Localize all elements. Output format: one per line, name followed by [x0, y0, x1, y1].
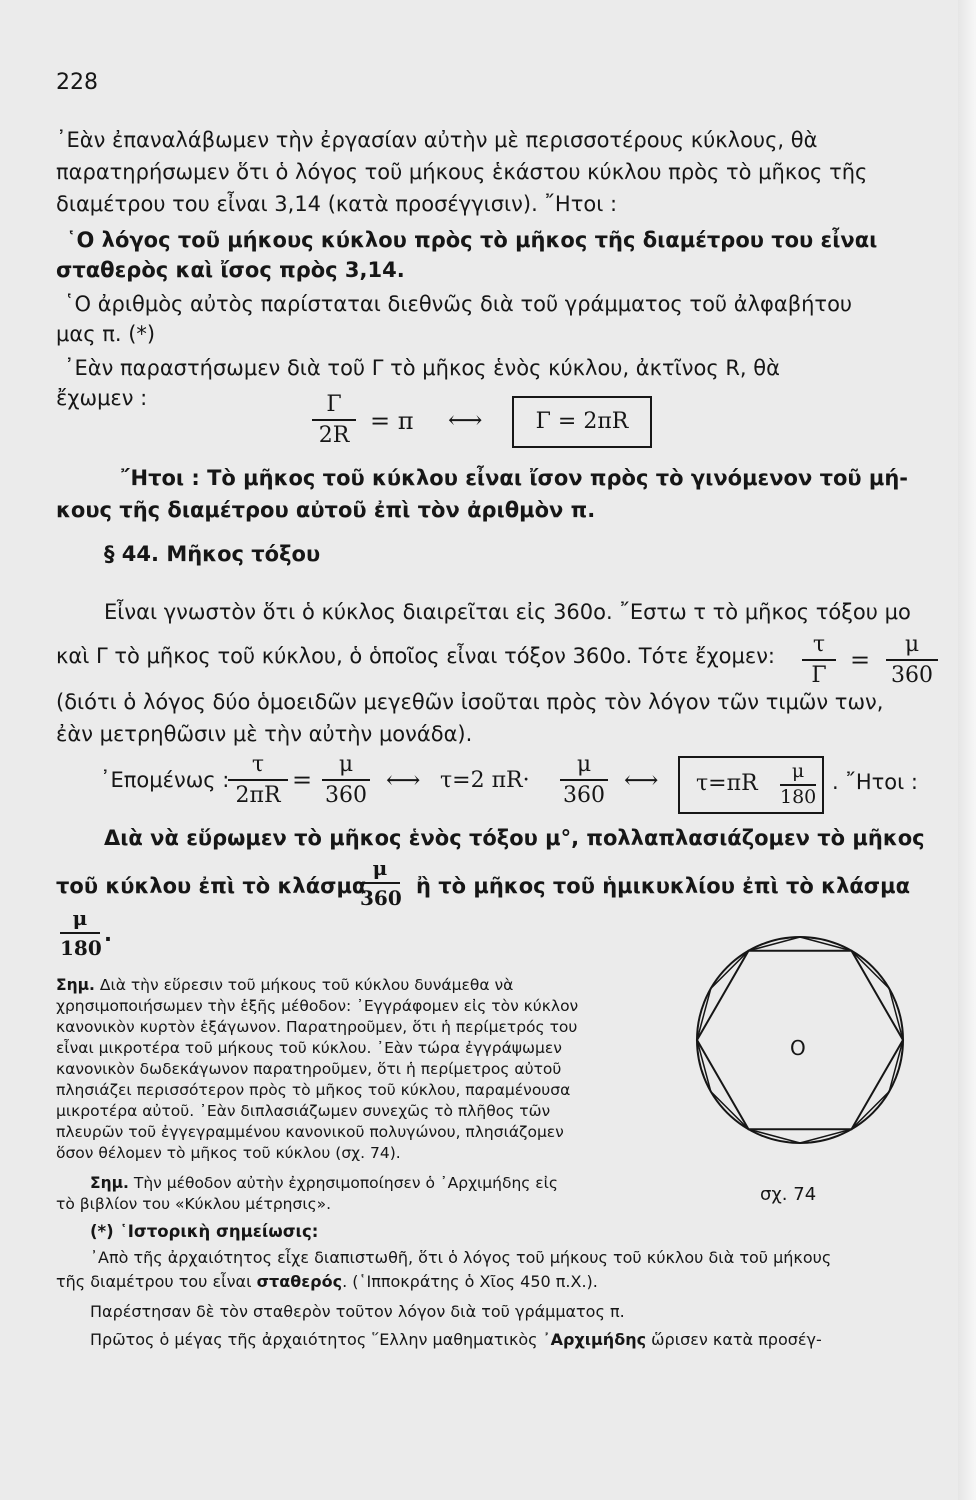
- boxed-expression: τ=πR: [696, 771, 758, 796]
- equals-pi: = π: [370, 407, 414, 435]
- fraction-bar: [228, 779, 288, 781]
- equivalence-arrow: ⟷: [386, 766, 421, 794]
- figure-caption: σχ. 74: [760, 1184, 817, 1205]
- fraction: [802, 632, 836, 688]
- fraction: [886, 632, 938, 688]
- note-line: κανονικὸν δωδεκάγωνον παρατηροῦμεν, ὅτι ἡ περίμετρος αὐτοῦ: [56, 1060, 562, 1078]
- rule-statement: σταθερὸς καὶ ἴσος πρὸς 3,14.: [56, 258, 405, 282]
- history-heading: (*) ῾Ιστορικὴ σημείωσις:: [90, 1222, 319, 1241]
- fraction-bar: [360, 882, 400, 884]
- numerator: μ: [72, 906, 88, 930]
- rule-statement: κους τῆς διαμέτρου αὐτοῦ ἐπὶ τὸν ἀριθμὸν π.: [56, 498, 596, 522]
- paragraph-line: . ῎Ητοι :: [832, 770, 918, 794]
- rule-statement: τοῦ κύκλου ἐπὶ τὸ κλάσμα: [56, 874, 367, 898]
- center-label: O: [790, 1036, 806, 1060]
- fraction-bar: [322, 779, 370, 781]
- fraction-bar: [560, 779, 608, 781]
- denominator: 180: [780, 786, 817, 808]
- note-line: κανονικὸν κυρτὸν ἑξάγωνον. Παρατηροῦμεν, ὅτι ἡ περίμετρός του: [56, 1018, 578, 1036]
- section-heading: § 44. Μῆκος τόξου: [104, 542, 321, 566]
- fraction: [360, 856, 400, 910]
- numerator: μ: [904, 632, 920, 657]
- paragraph-line: ᾿Εὰν παραστήσωμεν διὰ τοῦ Γ τὸ μῆκος ἑνὸς κύκλου, ἀκτῖνος R, θὰ: [64, 356, 780, 380]
- expression: τ=2 πR·: [440, 768, 530, 793]
- note-line: [90, 1174, 558, 1192]
- note-label: Σημ.: [90, 1174, 129, 1192]
- paragraph-line: διαμέτρου του εἶναι 3,14 (κατὰ προσέγγισιν). ῎Ητοι :: [56, 192, 618, 216]
- paragraph-line: ἐὰν μετρηθῶσιν μὲ τὴν αὐτὴν μονάδα).: [56, 722, 473, 746]
- equivalence-arrow: ⟷: [624, 766, 659, 794]
- fraction: [312, 392, 356, 448]
- rule-statement: ῎Ητοι : Τὸ μῆκος τοῦ κύκλου εἶναι ἴσον πρὸς τὸ γινόμενον τοῦ μή-: [120, 466, 909, 490]
- rule-statement: ῾Ο λόγος τοῦ μήκους κύκλου πρὸς τὸ μῆκος τῆς διαμέτρου του εἶναι: [66, 228, 878, 252]
- period: .: [104, 922, 112, 946]
- numerator: μ: [576, 752, 592, 777]
- boxed-formula: [678, 756, 824, 814]
- history-text: τῆς διαμέτρου του εἶναι: [56, 1272, 257, 1291]
- denominator: 180: [60, 936, 102, 960]
- numerator: τ: [812, 632, 826, 657]
- denominator: 2R: [318, 423, 350, 448]
- note-label: Σημ.: [56, 976, 95, 994]
- history-line: ᾿Απὸ τῆς ἀρχαιότητος εἶχε διαπιστωθῆ, ὅτι ὁ λόγος τοῦ μήκους τοῦ κύκλου διὰ τοῦ μήκους: [90, 1248, 832, 1267]
- fraction: [60, 906, 100, 960]
- note-line: [56, 976, 513, 994]
- fraction: [322, 752, 370, 808]
- paragraph-line: καὶ Γ τὸ μῆκος τοῦ κύκλου, ὁ ὁποῖος εἶναι τόξον 360ο. Τότε ἔχομεν:: [56, 644, 775, 668]
- note-line: χρησιμοποιήσωμεν τὴν ἑξῆς μέθοδον: ᾿Εγγράφομεν εἰς τὸν κύκλον: [56, 997, 579, 1015]
- numerator: Γ: [326, 392, 342, 417]
- note-line: πλευρῶν τοῦ ἐγγεγραμμένου κανονικοῦ πολυγώνου, πλησιάζομεν: [56, 1123, 564, 1141]
- rule-statement: Διὰ νὰ εὕρωμεν τὸ μῆκος ἑνὸς τόξου μ°, πολλαπλασιάζομεν τὸ μῆκος: [104, 826, 925, 850]
- denominator: 360: [891, 663, 933, 688]
- history-line: [56, 1272, 598, 1291]
- history-text: . (῾Ιπποκράτης ὁ Χῖος 450 π.Χ.).: [342, 1272, 598, 1291]
- rule-statement-line: [120, 466, 908, 490]
- note-text: Διὰ τὴν εὕρεσιν τοῦ μήκους τοῦ κύκλου δυνάμεθα νὰ: [94, 976, 514, 994]
- note-line: τὸ βιβλίον του «Κύκλου μέτρησις».: [56, 1195, 332, 1213]
- fraction: [228, 752, 288, 808]
- page-number: 228: [56, 70, 98, 95]
- equals-sign: =: [292, 766, 313, 794]
- denominator: Γ: [811, 663, 827, 688]
- numerator: τ: [251, 752, 265, 777]
- denominator: 360: [360, 886, 402, 910]
- history-line: Παρέστησαν δὲ τὸν σταθερὸν τοῦτον λόγον διὰ τοῦ γράμματος π.: [90, 1302, 625, 1321]
- denominator: 360: [325, 783, 367, 808]
- note-line: μικροτέρα αὐτοῦ. ᾿Εὰν διπλασιάζωμεν συνεχῶς τὸ πλῆθος τῶν: [56, 1102, 551, 1120]
- fraction-bar: [886, 659, 938, 661]
- note-text: Τὴν μέθοδον αὐτὴν ἐχρησιμοποίησεν ὁ ᾿Αρχιμήδης εἰς: [128, 1174, 559, 1192]
- equals-sign: =: [850, 646, 871, 674]
- paragraph-line: ᾿Εὰν ἐπαναλάβωμεν τὴν ἐργασίαν αὐτὴν μὲ περισσοτέρους κύκλους, θὰ: [56, 128, 818, 152]
- numerator: μ: [338, 752, 354, 777]
- paragraph-line: Εἶναι γνωστὸν ὅτι ὁ κύκλος διαιρεῖται εἰς 360ο. ῎Εστω τ τὸ μῆκος τόξου μο: [104, 600, 911, 624]
- boxed-formula: Γ = 2πR: [512, 396, 652, 448]
- history-emphasis: σταθερός: [256, 1272, 343, 1291]
- fraction-bar: [312, 419, 356, 421]
- numerator: μ: [791, 760, 805, 782]
- equation-lead: ᾿Επομένως :: [100, 768, 230, 792]
- equivalence-arrow: ⟷: [448, 406, 483, 434]
- fraction-bar: [802, 659, 836, 661]
- paragraph-line: ῾Ο ἀριθμὸς αὐτὸς παρίσταται διεθνῶς διὰ τοῦ γράμματος τοῦ ἀλφαβήτου: [64, 292, 853, 316]
- note-line: εἶναι μικροτέρα τοῦ μήκους τοῦ κύκλου. ᾿Εὰν τώρα ἐγγράψωμεν: [56, 1039, 562, 1057]
- history-line: [90, 1330, 822, 1349]
- note-line: πλησιάζει περισσότερον πρὸς τὸ μῆκος τοῦ κύκλου, παραμένουσα: [56, 1081, 571, 1099]
- numerator: μ: [372, 856, 388, 880]
- denominator: 2πR: [235, 783, 281, 808]
- fraction-bar: [60, 932, 100, 934]
- paragraph-line: μας π. (*): [56, 322, 156, 346]
- page-edge: [958, 0, 976, 1500]
- rule-statement: ἢ τὸ μῆκος τοῦ ἡμικυκλίου ἐπὶ τὸ κλάσμα: [416, 874, 911, 898]
- history-text: Πρῶτος ὁ μέγας τῆς ἀρχαιότητος ῞Ελλην μαθηματικὸς: [90, 1330, 543, 1349]
- paragraph-line: (διότι ὁ λόγος δύο ὁμοειδῶν μεγεθῶν ἰσοῦται πρὸς τὸν λόγον τῶν τιμῶν των,: [56, 690, 884, 714]
- fraction: [560, 752, 608, 808]
- history-emphasis: ᾿Αρχιμήδης: [542, 1330, 647, 1349]
- history-text: ὥρισεν κατὰ προσέγ-: [646, 1330, 822, 1349]
- paragraph-line: ἔχωμεν :: [56, 386, 148, 410]
- paragraph-line: παρατηρήσωμεν ὅτι ὁ λόγος τοῦ μήκους ἑκάστου κύκλου πρὸς τὸ μῆκος τῆς: [56, 160, 868, 184]
- note-line: ὅσον θέλομεν τὸ μῆκος τοῦ κύκλου (σχ. 74).: [56, 1144, 401, 1162]
- denominator: 360: [563, 783, 605, 808]
